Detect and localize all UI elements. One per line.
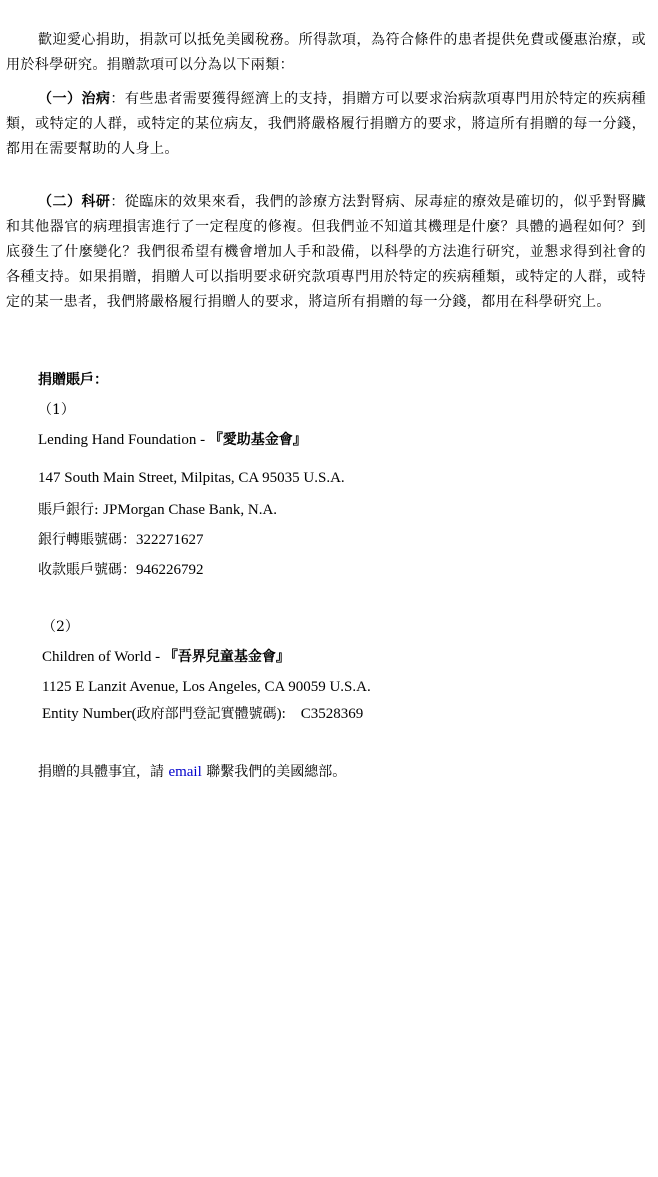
account-2-entity-value: C3528369 [300, 706, 364, 722]
category-treatment-number: （一） [38, 91, 82, 107]
account-2-name [42, 647, 290, 667]
account-1-account-value: 946226792 [136, 562, 204, 578]
account-2-entity [42, 704, 363, 724]
category-treatment-paragraph [6, 87, 646, 162]
category-research-paragraph [6, 190, 646, 315]
account-2-entity-label-zh: 政府部門登記實體號碼 [136, 706, 277, 722]
category-research-label: 科研 [81, 194, 111, 210]
account-1-account-number [38, 560, 204, 580]
account-1-name-zh: 『愛助基金會』 [208, 432, 307, 448]
account-1-name-en: Lending Hand Foundation - [38, 432, 209, 448]
category-treatment-label: 治病 [81, 91, 111, 107]
contact-line [38, 762, 346, 782]
account-1-account-label: 收款賬戶號碼： [38, 562, 136, 578]
account-1-index: （1） [38, 402, 75, 418]
account-1-bank-value: JPMorgan Chase Bank, N.A. [103, 502, 278, 518]
account-1-address: 147 South Main Street, Milpitas, CA 95035 U.S.A. [38, 470, 345, 486]
account-2-name-en: Children of World - [42, 649, 164, 665]
intro-paragraph: 歡迎愛心捐助，捐款可以抵免美國稅務。所得款項，為符合條件的患者提供免費或優惠治療，或用於科學研究。捐贈款項可以分為以下兩類： [6, 32, 646, 73]
category-research-number: （二） [38, 194, 82, 210]
account-2-address: 1125 E Lanzit Avenue, Los Angeles, CA 90059 U.S.A. [42, 679, 371, 695]
account-2-name-zh: 『吾界兒童基金會』 [163, 649, 290, 665]
category-research-text: ：從臨床的效果來看，我們的診療方法對腎病、尿毒症的療效是確切的，似乎對腎臟和其他器官的病理損害進行了一定程度的修複。但我們並不知道其機理是什麼？具體的過程如何？到底發生了什麼變化？我們很希望有機會增加人手和設備，以科學的方法進行研究，並懇求得到社會的各種支持。如果捐贈，捐贈人可以指明要求研究款項專門用於特定的疾病種類，或特定的人群，或特定的某一患者，我們將嚴格履行捐贈人的要求，將這所有捐贈的每一分錢，都用在科學研究上。 [6, 194, 646, 310]
account-1-bank-label: 賬戶銀行: [38, 502, 104, 518]
account-1-name [38, 430, 307, 450]
account-2-index: （2） [42, 619, 79, 635]
account-1-routing-value: 322271627 [136, 532, 204, 548]
accounts-heading: 捐贈賬戶： [38, 372, 108, 388]
email-link[interactable]: email [168, 764, 202, 780]
account-2-entity-label-end: ): [276, 706, 301, 722]
account-2-entity-label-en: Entity Number( [42, 706, 137, 722]
account-1-bank [38, 500, 277, 520]
category-treatment-text: ：有些患者需要獲得經濟上的支持，捐贈方可以要求治病款項專門用於特定的疾病種類，或特定的人群，或特定的某位病友，我們將嚴格履行捐贈方的要求，將這所有捐贈的每一分錢，都用在需要幫助的人身上。 [6, 91, 646, 157]
account-1-routing [38, 530, 204, 550]
contact-before: 捐贈的具體事宜，請 [38, 764, 169, 780]
contact-after: 聯繫我們的美國總部。 [201, 764, 347, 780]
account-1-routing-label: 銀行轉賬號碼： [38, 532, 136, 548]
